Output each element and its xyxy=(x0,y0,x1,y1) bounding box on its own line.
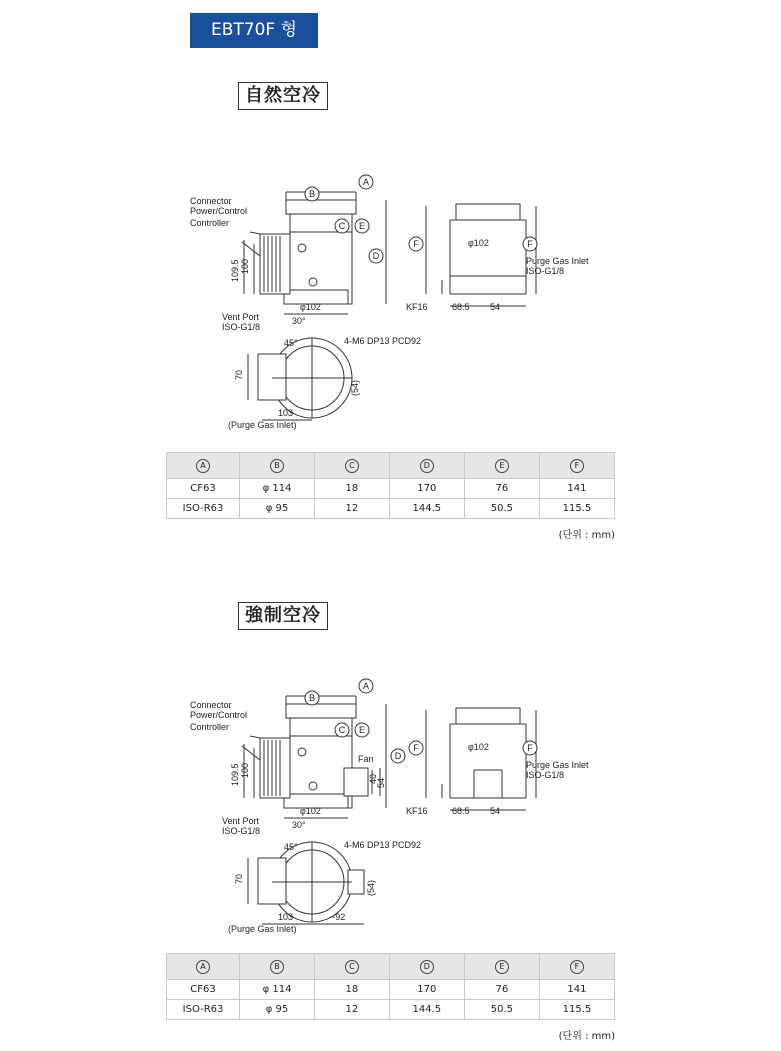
col-header-f: F xyxy=(539,453,614,479)
label-a45: 45° xyxy=(284,842,298,852)
pump-flange-top xyxy=(286,704,356,718)
col-header-f: F xyxy=(539,954,614,980)
label-d102-front: φ102 xyxy=(468,742,489,752)
table-cell: 170 xyxy=(389,479,464,499)
dimension-labels xyxy=(190,196,589,430)
table-cell: 12 xyxy=(314,499,389,519)
label-vent-port-size: ISO-G1/8 xyxy=(222,826,261,836)
label-power-control: Power/Control xyxy=(190,206,248,216)
label-d102-side: φ102 xyxy=(300,302,321,312)
label-p54: (54) xyxy=(350,379,360,396)
marker-b-text: B xyxy=(308,693,316,703)
col-header-a: A xyxy=(167,954,240,980)
col-header-a: A xyxy=(167,453,240,479)
table-cell: 18 xyxy=(314,980,389,1000)
col-header-e: E xyxy=(464,954,539,980)
table-cell: 76 xyxy=(464,479,539,499)
label-a45: 45° xyxy=(284,338,298,348)
page-title: EBT70F 형 xyxy=(190,13,318,48)
table-cell: 50.5 xyxy=(464,499,539,519)
label-w54: 54 xyxy=(490,302,501,312)
marker-c-text: C xyxy=(338,725,346,735)
marker-f-right-text: F xyxy=(527,743,533,753)
label-w68-5: 68.5 xyxy=(452,806,470,816)
table-cell: φ 114 xyxy=(240,479,315,499)
col-header-c: C xyxy=(314,453,389,479)
label-vent-port: Vent Port xyxy=(222,312,260,322)
table-cell: φ 95 xyxy=(240,1000,315,1020)
label-w70: 70 xyxy=(234,873,244,884)
table-cell: 12 xyxy=(314,1000,389,1020)
plan-view-controller xyxy=(258,354,286,400)
front-view-flange xyxy=(456,708,520,724)
col-header-b: B xyxy=(240,954,315,980)
label-fan40: 40 xyxy=(368,773,378,784)
front-view-flange xyxy=(456,204,520,220)
drawing-natural-cooling xyxy=(180,170,630,430)
fan-box xyxy=(344,768,368,796)
col-header-c: C xyxy=(314,954,389,980)
table-cell: CF63 xyxy=(167,479,240,499)
label-fan: Fan xyxy=(358,754,374,764)
table-row xyxy=(167,1000,615,1020)
col-header-d: D xyxy=(389,954,464,980)
label-h100: 100 xyxy=(240,762,250,778)
label-h109-5: 109.5 xyxy=(230,259,240,282)
marker-d-text: D xyxy=(394,751,402,761)
spec-table-natural-cooling xyxy=(166,452,615,519)
marker-d-text: D xyxy=(372,251,380,261)
table-cell: 144.5 xyxy=(389,1000,464,1020)
table-row xyxy=(167,479,615,499)
label-kf: KF16 xyxy=(406,806,428,816)
label-kf: KF16 xyxy=(406,302,428,312)
table-cell: CF63 xyxy=(167,980,240,1000)
label-connector: Connector xyxy=(190,196,232,206)
unit-note: (단위 : mm) xyxy=(558,530,615,541)
table-row xyxy=(167,980,615,1000)
section-label-natural-cooling: 自然空冷 xyxy=(238,82,328,110)
table-cell: 76 xyxy=(464,980,539,1000)
marker-b-text: B xyxy=(308,189,316,199)
marker-e-text: E xyxy=(358,725,366,735)
front-view-body xyxy=(450,220,526,294)
label-controller: Controller xyxy=(190,722,230,732)
label-w92: ~92 xyxy=(330,912,346,922)
label-vent-port-size: ISO-G1/8 xyxy=(222,322,261,332)
label-w54: 54 xyxy=(490,806,501,816)
label-purge-gas-bottom: (Purge Gas Inlet) xyxy=(228,924,297,934)
label-h109-5: 109.5 xyxy=(230,763,240,786)
label-purge-gas-size: ISO-G1/8 xyxy=(526,266,565,276)
label-purge-gas-inlet: Purge Gas Inlet xyxy=(526,256,589,266)
table-cell: ISO-R63 xyxy=(167,1000,240,1020)
pump-flange-top xyxy=(286,200,356,214)
marker-a-text: A xyxy=(362,177,370,187)
front-view-fan xyxy=(474,770,502,798)
marker-c-text: C xyxy=(338,221,346,231)
plan-view-controller xyxy=(258,858,286,904)
marker-e-text: E xyxy=(358,221,366,231)
marker-f-left-text: F xyxy=(413,743,419,753)
label-mount-holes: 4-M6 DP13 PCD92 xyxy=(344,840,422,850)
table-cell: 170 xyxy=(389,980,464,1000)
drawing-forced-cooling xyxy=(180,674,630,934)
label-purge-gas-inlet: Purge Gas Inlet xyxy=(526,760,589,770)
label-purge-gas-size: ISO-G1/8 xyxy=(526,770,565,780)
unit-note: (단위 : mm) xyxy=(558,1031,615,1042)
table-row xyxy=(167,499,615,519)
table-cell: 50.5 xyxy=(464,1000,539,1020)
table-cell: ISO-R63 xyxy=(167,499,240,519)
table-cell: 115.5 xyxy=(539,1000,614,1020)
label-d102-front: φ102 xyxy=(468,238,489,248)
table-cell: φ 95 xyxy=(240,499,315,519)
label-w103: 103 xyxy=(278,912,294,922)
table-cell: φ 114 xyxy=(240,980,315,1000)
label-d102-side: φ102 xyxy=(300,806,321,816)
label-angle30: 30° xyxy=(292,820,306,830)
col-header-b: B xyxy=(240,453,315,479)
label-controller: Controller xyxy=(190,218,230,228)
table-cell: 144.5 xyxy=(389,499,464,519)
label-angle30: 30° xyxy=(292,316,306,326)
marker-f-right-text: F xyxy=(527,239,533,249)
label-w70: 70 xyxy=(234,369,244,380)
table-cell: 18 xyxy=(314,479,389,499)
label-vent-port: Vent Port xyxy=(222,816,260,826)
spec-table-forced-cooling xyxy=(166,953,615,1020)
label-fan54: 54 xyxy=(376,777,386,788)
marker-f-left-text: F xyxy=(413,239,419,249)
label-connector: Connector xyxy=(190,700,232,710)
dimension-labels xyxy=(190,700,589,934)
label-h100: 100 xyxy=(240,258,250,274)
table-cell: 141 xyxy=(539,980,614,1000)
section-label-forced-cooling: 強制空冷 xyxy=(238,602,328,630)
label-w68-5: 68.5 xyxy=(452,302,470,312)
table-cell: 141 xyxy=(539,479,614,499)
table-cell: 115.5 xyxy=(539,499,614,519)
label-mount-holes: 4-M6 DP13 PCD92 xyxy=(344,336,422,346)
label-w103: 103 xyxy=(278,408,294,418)
marker-a-text: A xyxy=(362,681,370,691)
label-purge-gas-bottom: (Purge Gas Inlet) xyxy=(228,420,297,430)
col-header-e: E xyxy=(464,453,539,479)
label-p54: (54) xyxy=(366,879,376,896)
col-header-d: D xyxy=(389,453,464,479)
label-power-control: Power/Control xyxy=(190,710,248,720)
